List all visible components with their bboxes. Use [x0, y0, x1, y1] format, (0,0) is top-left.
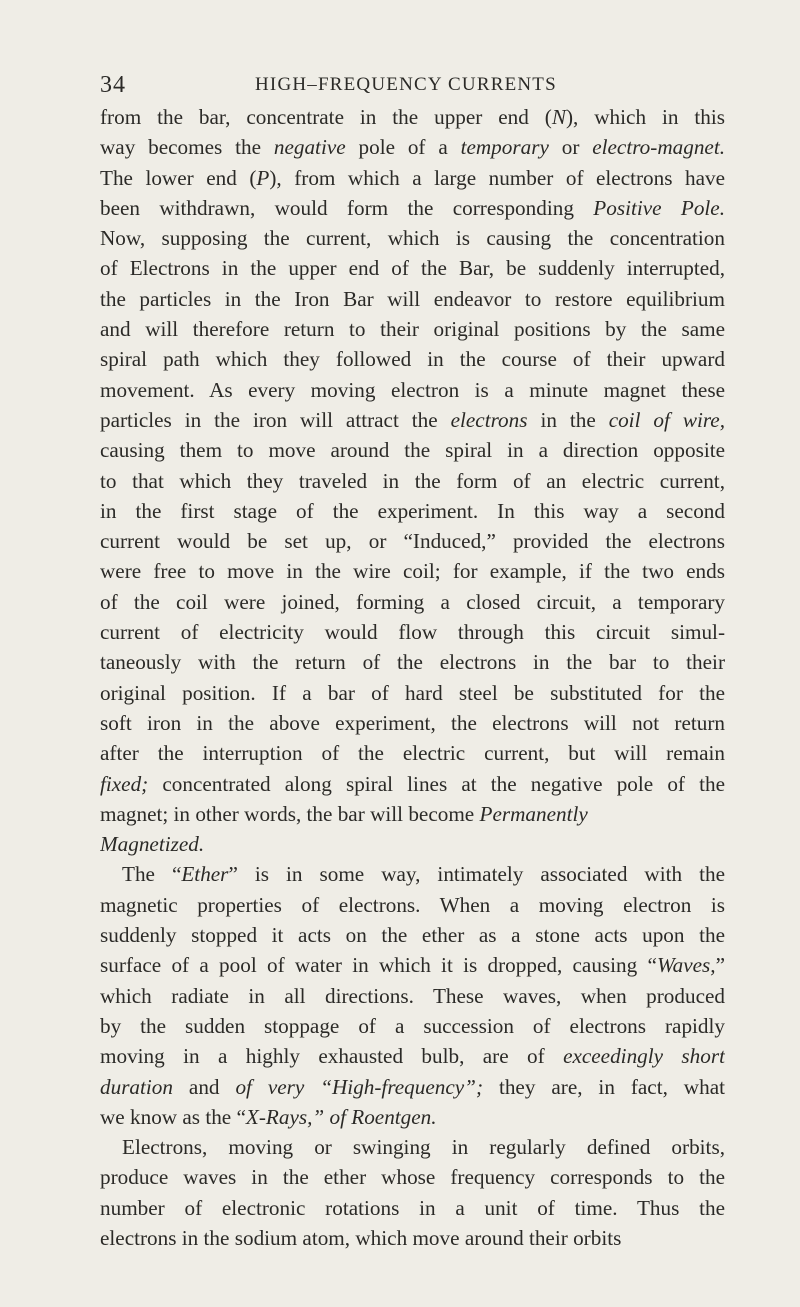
italic-text-segment: electro-magnet. — [592, 135, 725, 160]
text-segment: way becomes the — [100, 135, 274, 160]
text-segment: causing them to move around the spiral in a direction opposite — [100, 438, 725, 463]
text-segment: surface of a pool of water in which it is dropped, causing “ — [100, 953, 657, 978]
text-segment: from the bar, concentrate in the upper end ( — [100, 105, 552, 129]
italic-text-segment: Ether — [181, 862, 229, 887]
text-line — [100, 859, 725, 889]
text-line — [100, 1102, 725, 1132]
italic-text-segment: coil of wire, — [608, 407, 725, 432]
text-line — [100, 1132, 725, 1162]
text-segment: soft iron in the above experiment, the electrons will not return — [100, 710, 725, 735]
text-segment: of Electrons in the upper end of the Bar, be suddenly interrupted, — [100, 256, 725, 281]
text-segment: been withdrawn, would form the corresponding — [100, 195, 594, 220]
text-line — [100, 496, 725, 526]
text-segment: were free to move in the wire coil; for example, if the two ends — [100, 559, 725, 584]
text-line — [100, 466, 725, 496]
italic-text-segment: fixed; — [100, 771, 149, 796]
text-line — [100, 708, 725, 738]
text-line — [100, 617, 725, 647]
text-segment: Electrons, moving or swinging in regularly defined orbits, — [122, 1135, 725, 1160]
text-line — [100, 1193, 725, 1223]
text-segment: concentrated along spiral lines at the negative pole of the — [148, 771, 725, 796]
text-line — [100, 1011, 725, 1041]
text-line — [100, 1072, 725, 1102]
text-segment: number of electronic rotations in a unit of time. Thus the — [100, 1195, 725, 1220]
text-segment: suddenly stopped it acts on the ether as a stone acts upon the — [100, 923, 725, 948]
text-segment: the particles in the Iron Bar will endeavor to restore equilibrium — [100, 286, 725, 311]
italic-text-segment: electrons — [450, 407, 528, 432]
text-line — [100, 950, 725, 980]
page-number: 34 — [100, 72, 126, 98]
text-segment: magnetic properties of electrons. When a moving electron is — [100, 892, 725, 917]
text-line — [100, 556, 725, 586]
text-segment — [252, 1075, 268, 1099]
text-segment: moving in a highly exhausted bulb, are of — [100, 1044, 564, 1069]
italic-text-segment: very “High-frequency”; — [267, 1074, 484, 1099]
text-line — [100, 981, 725, 1011]
text-segment: ), which in this — [565, 105, 725, 129]
text-line — [100, 284, 725, 314]
text-segment: current of electricity would flow through this circuit simul- — [100, 620, 725, 645]
italic-text-segment: duration — [100, 1074, 173, 1099]
text-line — [100, 314, 725, 344]
text-line — [100, 678, 725, 708]
text-line — [100, 829, 725, 859]
text-segment: Now, supposing the current, which is causing the concentration — [100, 226, 725, 251]
text-segment: taneously with the return of the electrons in the bar to their — [100, 650, 725, 675]
text-line — [100, 223, 725, 253]
text-segment: pole of a — [345, 135, 461, 160]
text-segment: to that which they traveled in the form of an electric current, — [100, 468, 725, 493]
text-line — [100, 738, 725, 768]
text-segment: current would be set up, or “Induced,” provided the electrons — [100, 529, 725, 554]
text-line — [100, 193, 725, 223]
italic-text-segment: Magnetized. — [100, 832, 205, 857]
italic-text-segment: N — [551, 105, 566, 129]
text-segment: in the — [527, 407, 609, 432]
text-segment: spiral path which they followed in the course of their upward — [100, 347, 725, 372]
italic-text-segment: of — [235, 1074, 252, 1099]
italic-text-segment: Positive Pole. — [593, 195, 725, 220]
italic-text-segment: Permanently — [479, 801, 588, 826]
text-line — [100, 1041, 725, 1071]
text-line — [100, 102, 725, 132]
body-text — [100, 102, 725, 1253]
text-line — [100, 344, 725, 374]
italic-text-segment: exceedingly short — [563, 1044, 725, 1069]
running-title: HIGH–FREQUENCY CURRENTS — [255, 74, 557, 95]
text-segment: electrons in the sodium atom, which move around their orbits — [100, 1225, 622, 1250]
text-segment: particles in the iron will attract the — [100, 407, 451, 432]
text-segment: original position. If a bar of hard steel be substituted for the — [100, 680, 725, 705]
text-line — [100, 587, 725, 617]
text-segment: ” is in some way, intimately associated with the — [228, 862, 725, 887]
text-line — [100, 132, 725, 162]
text-line — [100, 253, 725, 283]
text-line — [100, 435, 725, 465]
text-line — [100, 890, 725, 920]
text-line — [100, 526, 725, 556]
text-line — [100, 405, 725, 435]
text-segment: which radiate in all directions. These waves, when produced — [100, 983, 725, 1008]
text-segment: The “ — [122, 862, 182, 887]
text-line — [100, 1223, 725, 1253]
text-segment: or — [548, 135, 593, 160]
text-line — [100, 375, 725, 405]
italic-text-segment: negative — [273, 135, 346, 160]
text-line — [100, 647, 725, 677]
text-line — [100, 1162, 725, 1192]
text-segment: of the coil were joined, forming a closed circuit, a temporary — [100, 589, 725, 614]
text-line — [100, 769, 725, 799]
text-segment: magnet; in other words, the bar will become — [100, 801, 480, 826]
italic-text-segment: X-Rays,” of Roentgen. — [245, 1104, 437, 1129]
text-segment: produce waves in the ether whose frequency corresponds to the — [100, 1165, 725, 1190]
text-segment: ” — [715, 953, 725, 978]
text-segment: and will therefore return to their original positions by the same — [100, 317, 725, 342]
text-segment: after the interruption of the electric current, but will remain — [100, 741, 725, 766]
text-segment: by the sudden stoppage of a succession of electrons rapidly — [100, 1013, 725, 1038]
italic-text-segment: Waves, — [656, 953, 716, 978]
text-segment: in the first stage of the experiment. In this way a second — [100, 498, 725, 523]
text-segment: ), from which a large number of electrons have — [269, 165, 725, 190]
text-segment: and — [173, 1074, 236, 1099]
text-segment: movement. As every moving electron is a minute magnet these — [100, 377, 725, 402]
text-segment: they are, in fact, what — [483, 1074, 725, 1099]
italic-text-segment: P — [256, 165, 270, 190]
text-line — [100, 920, 725, 950]
text-line — [100, 799, 725, 829]
text-line — [100, 163, 725, 193]
text-segment: The lower end ( — [100, 165, 257, 190]
text-segment: we know as the “ — [100, 1104, 246, 1129]
italic-text-segment: temporary — [460, 135, 549, 160]
running-head — [100, 72, 720, 100]
